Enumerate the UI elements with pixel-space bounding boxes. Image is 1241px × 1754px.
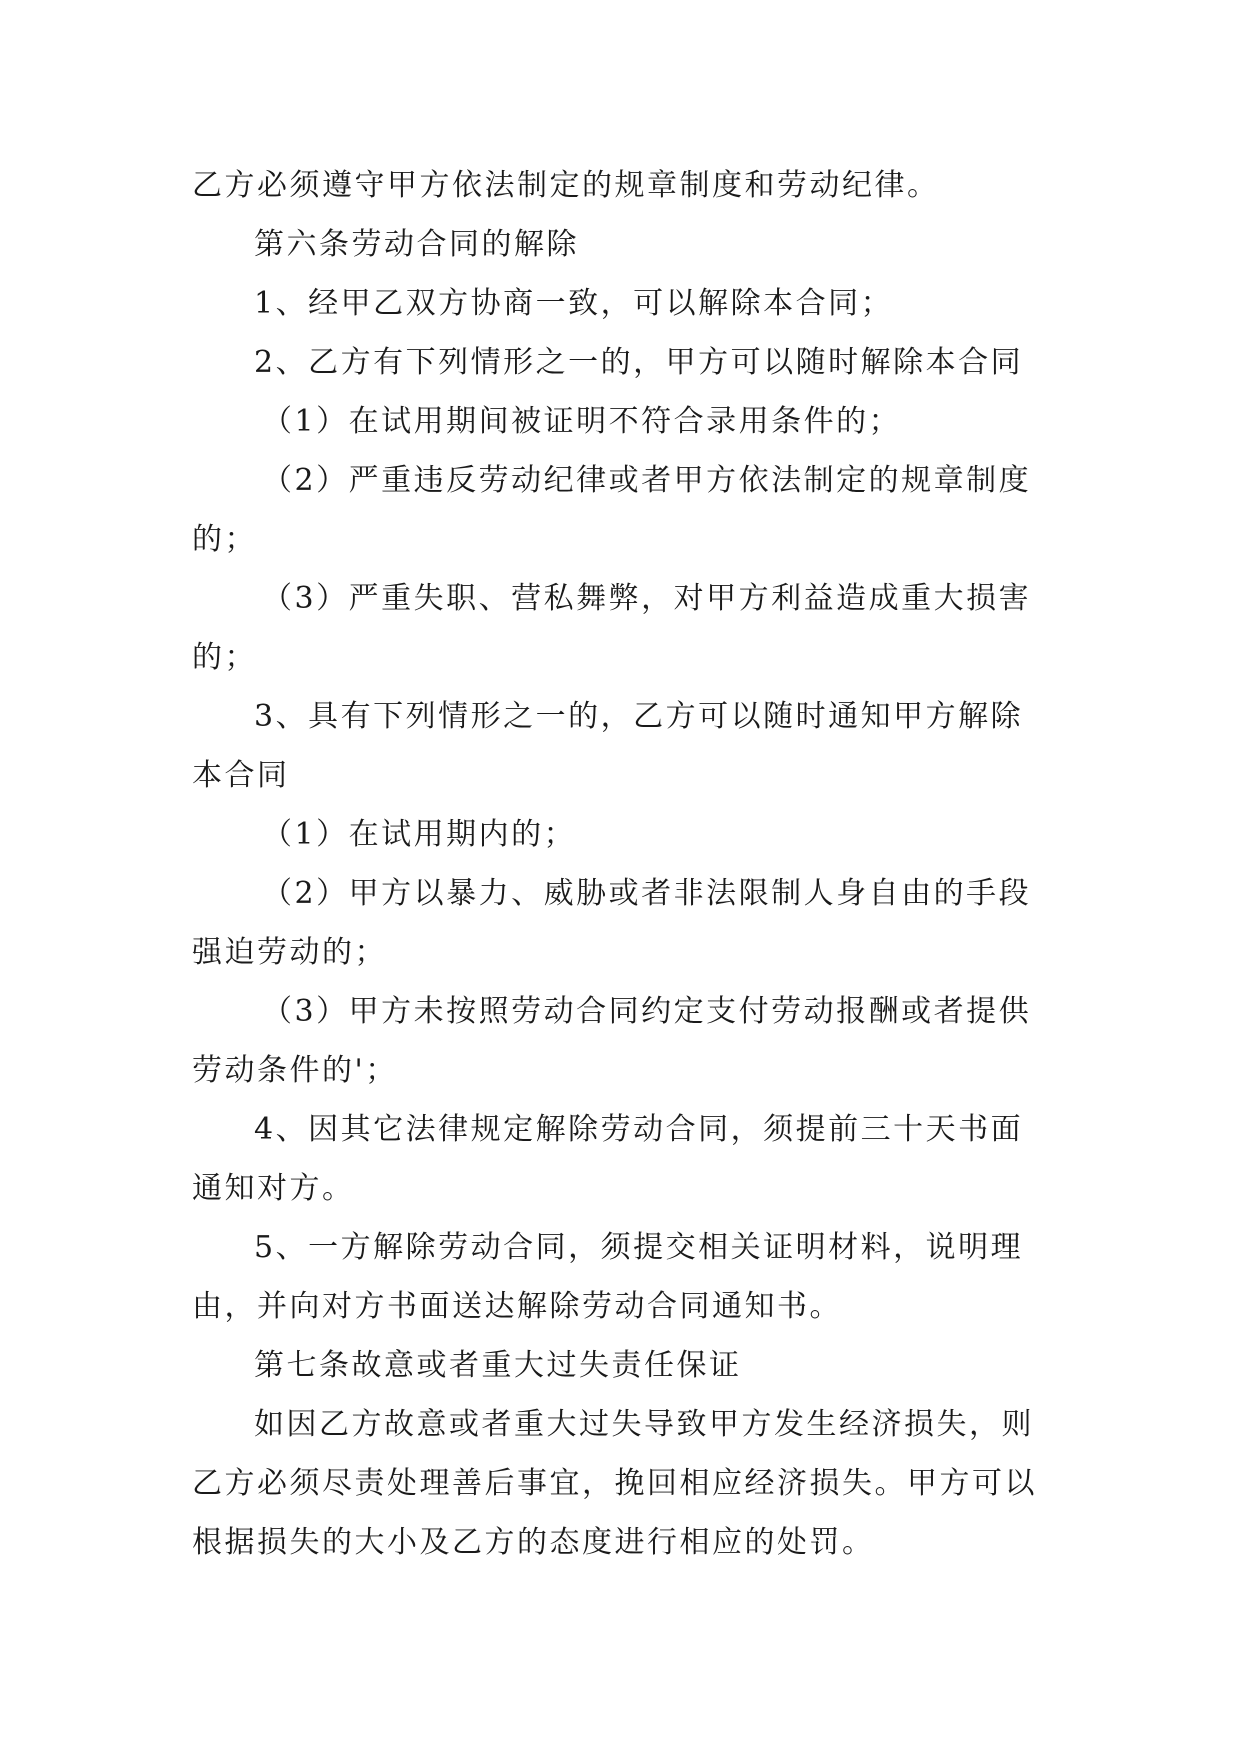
paragraph-line: 5、一方解除劳动合同，须提交相关证明材料，说明理	[254, 1230, 1024, 1265]
paragraph-line: 劳动条件的'；	[192, 1053, 398, 1088]
paragraph-line: 强迫劳动的；	[192, 935, 387, 970]
paragraph-line: 乙方必须尽责处理善后事宜，挽回相应经济损失。甲方可以	[192, 1466, 1037, 1501]
section-heading: 第七条故意或者重大过失责任保证	[254, 1348, 742, 1383]
paragraph-line: （1）在试用期内的；	[262, 817, 577, 852]
paragraph-line: 1、经甲乙双方协商一致，可以解除本合同；	[254, 286, 894, 321]
paragraph-line: 由，并向对方书面送达解除劳动合同通知书。	[192, 1289, 842, 1324]
paragraph-line: 通知对方。	[192, 1171, 355, 1206]
paragraph-line: 的；	[192, 640, 257, 675]
paragraph-line: （2）严重违反劳动纪律或者甲方依法制定的规章制度	[262, 463, 1032, 498]
paragraph-line: 3、具有下列情形之一的，乙方可以随时通知甲方解除	[254, 699, 1024, 734]
paragraph-line: 的；	[192, 522, 257, 557]
paragraph-line: 本合同	[192, 758, 290, 793]
paragraph-line: （2）甲方以暴力、威胁或者非法限制人身自由的手段	[262, 876, 1032, 911]
paragraph-line: （3）严重失职、营私舞弊，对甲方利益造成重大损害	[262, 581, 1032, 616]
paragraph-line: 根据损失的大小及乙方的态度进行相应的处罚。	[192, 1525, 875, 1560]
paragraph-line: （1）在试用期间被证明不符合录用条件的；	[262, 404, 902, 439]
paragraph-line: （3）甲方未按照劳动合同约定支付劳动报酬或者提供	[262, 994, 1032, 1029]
paragraph-line: 乙方必须遵守甲方依法制定的规章制度和劳动纪律。	[192, 168, 940, 203]
paragraph-line: 如因乙方故意或者重大过失导致甲方发生经济损失，则	[254, 1407, 1034, 1442]
section-heading: 第六条劳动合同的解除	[254, 227, 579, 262]
paragraph-line: 2、乙方有下列情形之一的，甲方可以随时解除本合同	[254, 345, 1024, 380]
paragraph-line: 4、因其它法律规定解除劳动合同，须提前三十天书面	[254, 1112, 1024, 1147]
